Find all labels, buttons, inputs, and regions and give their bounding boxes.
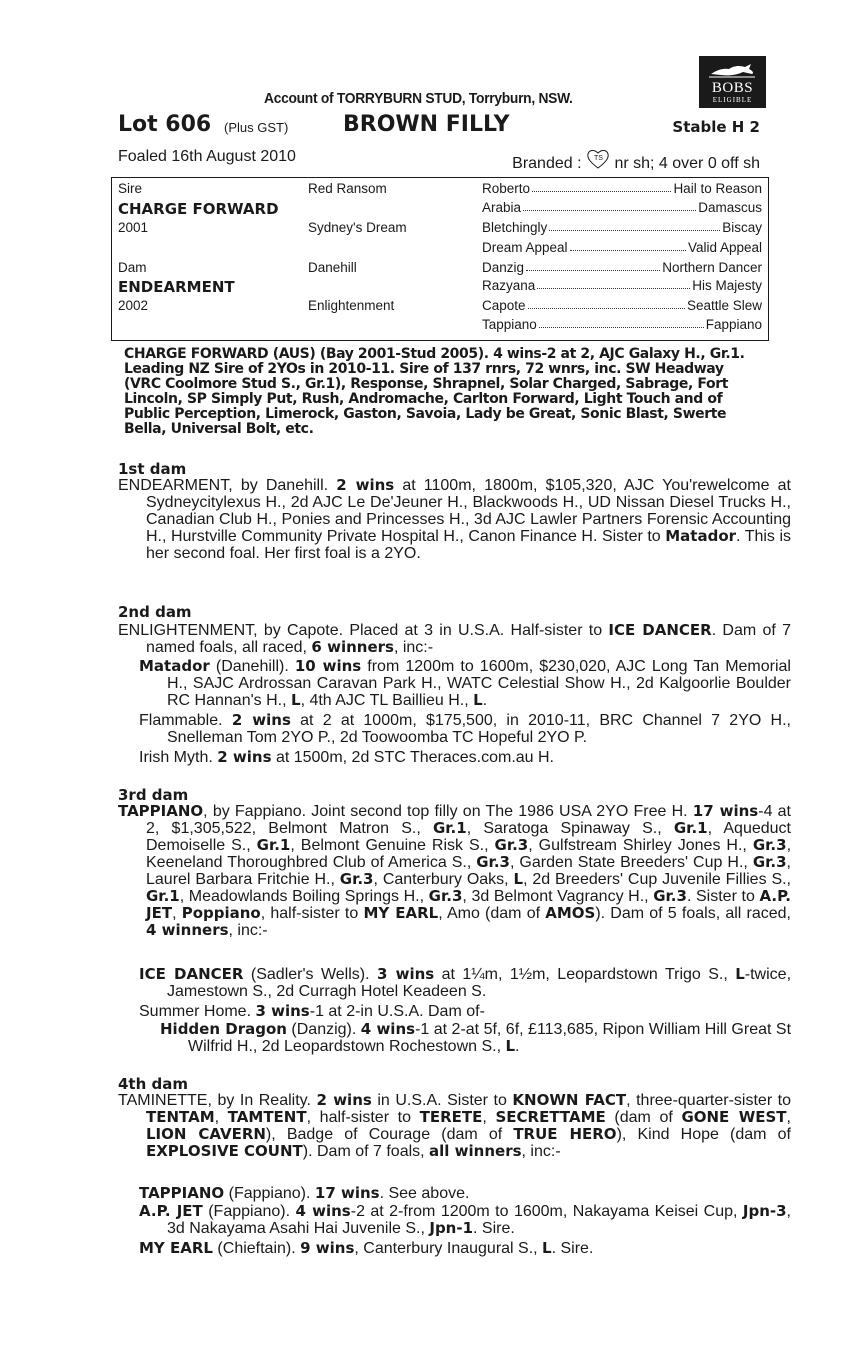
stable: Stable H 2	[672, 118, 760, 136]
progeny-flammable: Flammable. 2 wins at 2 at 1000m, $175,500, in 2010-11, BRC Channel 7 2YO H., Snelleman Tom 2YO P., 2d Toowoomba TC Hopeful 2YO P.	[139, 711, 791, 746]
logo-text: BOBS	[711, 80, 754, 96]
logo-subtext: ELIGIBLE	[712, 96, 753, 104]
progeny-summer-home: Summer Home. 3 wins-1 at 2-in U.S.A. Dam of-	[139, 1002, 485, 1020]
progeny-matador: Matador (Danehill). 10 wins from 1200m to 1600m, $230,020, AJC Long Tan Memorial H., SAJC Ardrossan Caravan Park H., WATC Celestial Show H., 2d Kalgoorlie Boulder RC Hannan's H., L, 4th AJC TL Baillieu H., L.	[139, 657, 791, 709]
dam-sire: Danehill	[308, 260, 357, 275]
sire-summary: CHARGE FORWARD (AUS) (Bay 2001-Stud 2005). 4 wins-2 at 2, AJC Galaxy H., Gr.1. Leading NZ Sire of 2YOs in 2010-11. Sire of 137 rnrs, 72 wnrs, inc. SW Headway (VRC Coolmore Stud S., Gr.1), Response, Shrapnel, Solar Charged, Sabrage, Fort Lincoln, SP Simply Put, Rush, Andromache, Carlton Forward, Light Touch and of Public Perception, Limerock, Gaston, Savoia, Lady be Great, Sonic Blast, Swerte Bella, Universal Bolt, etc.	[124, 346, 745, 437]
sire-dam: Sydney's Dream	[308, 220, 407, 235]
first-dam-heading: 1st dam	[118, 460, 187, 478]
brand-heart-icon	[586, 148, 610, 170]
sire-label: Sire	[118, 181, 143, 196]
second-dam-text: ENLIGHTENMENT, by Capote. Placed at 3 in U.S.A. Half-sister to ICE DANCER. Dam of 7 named foals, all raced, 6 winners, inc:-	[118, 621, 791, 656]
grand-row: Arabia Damascus	[482, 200, 762, 215]
dam-label: Dam	[118, 260, 147, 275]
branded-value: nr sh; 4 over 0 off sh	[614, 155, 760, 172]
vendor-account: Account of TORRYBURN STUD, Torryburn, NSW.	[264, 90, 573, 107]
lot-number: Lot 606	[118, 112, 212, 137]
grand-row: Razyana His Majesty	[482, 278, 762, 293]
grand-row: Dream Appeal Valid Appeal	[482, 240, 762, 255]
sire-sire: Red Ransom	[308, 181, 387, 196]
fourth-dam-text: TAMINETTE, by In Reality. 2 wins in U.S.A. Sister to KNOWN FACT, three-quarter-sister to TENTAM, TAMTENT, half-sister to TERETE, SECRETTAME (dam of GONE WEST, LION CAVERN), Badge of Courage (dam of TRUE HERO), Kind Hope (dam of EXPLOSIVE COUNT). Dam of 7 foals, all winners, inc:-	[118, 1091, 792, 1160]
progeny-ap-jet: A.P. JET (Fappiano). 4 wins-2 at 2-from 1200m to 1600m, Nakayama Keisei Cup, Jpn-3, 3d Nakayama Asahi Hai Juvenile S., Jpn-1. Sire.	[139, 1202, 791, 1237]
fourth-dam-heading: 4th dam	[118, 1075, 188, 1093]
second-dam-heading: 2nd dam	[118, 603, 192, 621]
progeny-tappiano: TAPPIANO (Fappiano). 17 wins. See above.	[139, 1184, 470, 1202]
grandprogeny-hidden-dragon: Hidden Dragon (Danzig). 4 wins-1 at 2-at 5f, 6f, £113,685, Ripon William Hill Great St Wilfrid H., 2d Leopardstown Rochestown S., L.	[160, 1020, 792, 1055]
branded-label: Branded :	[512, 155, 582, 172]
first-dam-text: ENDEARMENT, by Danehill. 2 wins at 1100m, 1800m, $105,320, AJC You'rewelcome at Sydneycitylexus H., 2d AJC Le De'Jeuner H., Blackwoods H., UD Nissan Diesel Trucks H., Canadian Club H., Ponies and Princesses H., 3d AJC Lawler Partners Forensic Accounting H., Hurstville Community Private Hospital H., Canon Finance H. Sister to Matador. This is her second foal. Her first foal is a 2YO.	[118, 476, 791, 562]
grand-row: Bletchingly Biscay	[482, 220, 762, 235]
progeny-irish-myth: Irish Myth. 2 wins at 1500m, 2d STC Theraces.com.au H.	[139, 748, 554, 766]
dam-name: ENDEARMENT	[118, 278, 235, 296]
grand-row: Roberto Hail to Reason	[482, 181, 762, 196]
pedigree-table	[111, 177, 769, 341]
gst-note: (Plus GST)	[224, 120, 289, 135]
foaled-date: Foaled 16th August 2010	[118, 148, 296, 165]
grand-row: Capote Seattle Slew	[482, 298, 762, 313]
progeny-my-earl: MY EARL (Chieftain). 9 wins, Canterbury Inaugural S., L. Sire.	[139, 1239, 594, 1257]
third-dam-text: TAPPIANO, by Fappiano. Joint second top filly on The 1986 USA 2YO Free H. 17 wins-4 at 2, $1,305,522, Belmont Matron S., Gr.1, Saratoga Spinaway S., Gr.1, Aqueduct Demoiselle S., Gr.1, Belmont Genuine Risk S., Gr.3, Gulfstream Shirley Jones H., Gr.3, Keeneland Thoroughbred Club of America S., Gr.3, Garden State Breeders' Cup H., Gr.3, Laurel Barbara Fritchie H., Gr.3, Canterbury Oaks, L, 2d Breeders' Cup Juvenile Fillies S., Gr.1, Meadowlands Boiling Springs H., Gr.3, 3d Belmont Vagrancy H., Gr.3. Sister to A.P. JET, Poppiano, half-sister to MY EARL, Amo (dam of AMOS). Dam of 5 foals, all raced, 4 winners, inc:-	[118, 802, 792, 939]
dam-dam: Enlightenment	[308, 298, 395, 313]
grand-row: Tappiano Fappiano	[482, 317, 762, 332]
third-dam-heading: 3rd dam	[118, 786, 189, 804]
dam-year: 2002	[118, 298, 149, 313]
svg-text:TS: TS	[593, 155, 603, 162]
brand-info	[512, 148, 760, 173]
horse-icon	[707, 60, 757, 80]
colour-sex: BROWN FILLY	[343, 112, 510, 137]
sire-year: 2001	[118, 220, 149, 235]
progeny-ice-dancer: ICE DANCER (Sadler's Wells). 3 wins at 1¼m, 1½m, Leopardstown Trigo S., L-twice, Jamestown S., 2d Curragh Hotel Keadeen S.	[139, 965, 792, 1000]
bobs-logo	[699, 56, 766, 108]
grand-row: Danzig Northern Dancer	[482, 260, 762, 275]
sire-name: CHARGE FORWARD	[118, 200, 279, 218]
